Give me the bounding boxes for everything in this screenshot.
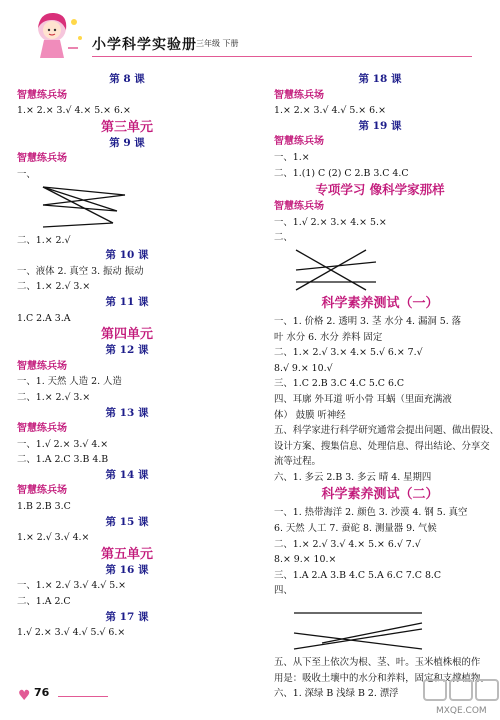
unit-heading: 第五单元 (100, 546, 153, 562)
diagram-line (43, 223, 113, 227)
answer-line: 一、1.× (274, 151, 310, 163)
lesson-heading: 第 14 课 (105, 468, 149, 481)
diagram-line (322, 623, 422, 643)
lesson-heading: 第 10 课 (105, 249, 149, 262)
lesson-heading: 第 18 课 (358, 73, 402, 85)
answer-line: 二、1.A 2.C (17, 596, 71, 608)
answer-line: 三、1.C 2.B 3.C 4.C 5.C 6.C (274, 378, 405, 390)
answer-line: 二、 (274, 232, 293, 244)
lesson-heading: 第 16 课 (105, 563, 149, 576)
book-title: 小学科学实验册 (92, 37, 197, 53)
grade-label: 三年级 下册 (196, 39, 239, 48)
answer-line: 六、1. 多云 2.B 3. 多云 晴 4. 星期四 (274, 471, 432, 483)
answer-diagram-test-2 (282, 599, 432, 655)
section-subheading: 智慧练兵场 (17, 153, 67, 165)
answer-line: 二、1.× 2.√ 3.× (17, 391, 91, 403)
answer-line: 8.√ 9.× 10.√ (274, 362, 333, 374)
answer-line: 二、1.× 2.√ (17, 234, 71, 246)
answer-line: 二、1.A 2.C 3.B 4.B (17, 454, 109, 466)
page-header (0, 0, 500, 72)
section-subheading: 智慧练兵场 (17, 360, 67, 372)
left-column (17, 72, 237, 641)
answer-line: 六、1. 深绿 B 浅绿 B 2. 漂浮 (274, 688, 399, 700)
lesson-heading: 第 11 课 (105, 295, 149, 308)
answer-line: 四、耳廓 外耳道 听小骨 耳蜗（里面充满液 (274, 393, 452, 405)
answer-line: 一、1. 天然 人造 2. 人造 (17, 376, 122, 388)
answer-line: 五、从下至上依次为根、茎、叶。玉米植株根的作 (274, 657, 481, 669)
diagram-line (296, 262, 376, 270)
answer-line: 1.C 2.A 3.A (17, 312, 71, 324)
lesson-heading: 第 15 课 (105, 515, 149, 528)
section-subheading: 智慧练兵场 (274, 89, 324, 101)
answer-line: 二、1.(1) C (2) C 2.B 3.C 4.C (274, 167, 409, 179)
test-heading: 科学素养测试（二） (321, 487, 439, 503)
answer-line: 四、 (274, 585, 293, 597)
lesson-heading: 第 12 课 (105, 344, 149, 357)
answer-line: 体） 鼓膜 听神经 (274, 409, 346, 421)
lesson-heading: 第 17 课 (105, 610, 149, 623)
answer-line: 二、1.× 2.√ 3.× (17, 281, 91, 293)
lesson-heading: 第 8 课 (109, 73, 145, 85)
answer-line: 用是：吸收土壤中的水分和养料，固定和支撑植物。 (274, 672, 490, 684)
answer-line: 二、1.× 2.√ 3.× 4.× 5.√ 6.× 7.√ (274, 347, 423, 359)
answer-line: 1.× 2.× 3.√ 4.√ 5.× 6.× (274, 105, 386, 117)
answer-line: 一、1.× 2.√ 3.√ 4.√ 5.× (17, 580, 127, 592)
section-subheading: 智慧练兵场 (274, 201, 324, 213)
lesson-heading: 第 9 课 (109, 136, 145, 149)
section-subheading: 智慧练兵场 (17, 89, 67, 101)
answer-diagram-special (286, 246, 396, 294)
answer-line: 设计方案、搜集信息、处理信息、得出结论、分享交 (274, 440, 490, 452)
page-footer (18, 686, 498, 716)
right-column (274, 72, 500, 702)
header-rule (92, 56, 472, 57)
special-heading: 专项学习 像科学家那样 (315, 182, 445, 198)
answer-line: 一、 (17, 168, 36, 180)
unit-heading: 第四单元 (100, 327, 153, 343)
lesson-heading: 第 19 课 (358, 119, 402, 132)
answer-line: 1.× 2.√ 3.√ 4.× (17, 532, 90, 544)
test-heading: 科学素养测试（一） (321, 295, 439, 311)
page-number: 76 (34, 686, 50, 699)
answer-line: 一、液体 2. 真空 3. 振动 振动 (17, 265, 144, 277)
answer-line: 二、1.× 2.√ 3.√ 4.× 5.× 6.√ 7.√ (274, 538, 421, 550)
answer-line: 1.× 2.× 3.√ 4.× 5.× 6.× (17, 105, 131, 117)
answer-line: 一、1.√ 2.× 3.× 4.× 5.× (274, 216, 387, 228)
answer-line: 叶 水分 6. 水分 养料 固定 (274, 331, 383, 343)
cartoon-girl-logo-icon (32, 8, 88, 60)
lesson-heading: 第 13 课 (105, 406, 149, 419)
answer-line: 一、1. 价格 2. 透明 3. 茎 水分 4. 漏洞 5. 落 (274, 315, 462, 327)
answer-line: 1.√ 2.× 3.√ 4.√ 5.√ 6.× (17, 627, 126, 639)
section-subheading: 智慧练兵场 (274, 136, 324, 148)
answer-line: 三、1.A 2.A 3.B 4.C 5.A 6.C 7.C 8.C (274, 569, 442, 581)
section-subheading: 智慧练兵场 (17, 485, 67, 497)
answer-line: 8.× 9.× 10.× (274, 554, 337, 566)
unit-heading: 第三单元 (100, 119, 153, 135)
diagram-line (43, 195, 125, 205)
answer-line: 6. 天然 人工 7. 蚕砣 8. 测量器 9. 气候 (274, 523, 437, 535)
answer-line: 流等过程。 (274, 456, 321, 468)
heart-icon: ♥ (18, 688, 31, 704)
footer-rule (58, 696, 108, 697)
watermark-text: MXQE.COM (436, 706, 487, 716)
answer-line: 五、科学家进行科学研究通常会提出问题、做出假设、 (274, 425, 500, 437)
answer-diagram-lesson-9 (29, 183, 139, 233)
section-subheading: 智慧练兵场 (17, 423, 67, 435)
answer-line: 一、1.√ 2.× 3.√ 4.× (17, 438, 109, 450)
answer-line: 一、1. 热带海洋 2. 颜色 3. 沙漠 4. 钢 5. 真空 (274, 507, 468, 519)
answer-line: 1.B 2.B 3.C (17, 501, 71, 513)
